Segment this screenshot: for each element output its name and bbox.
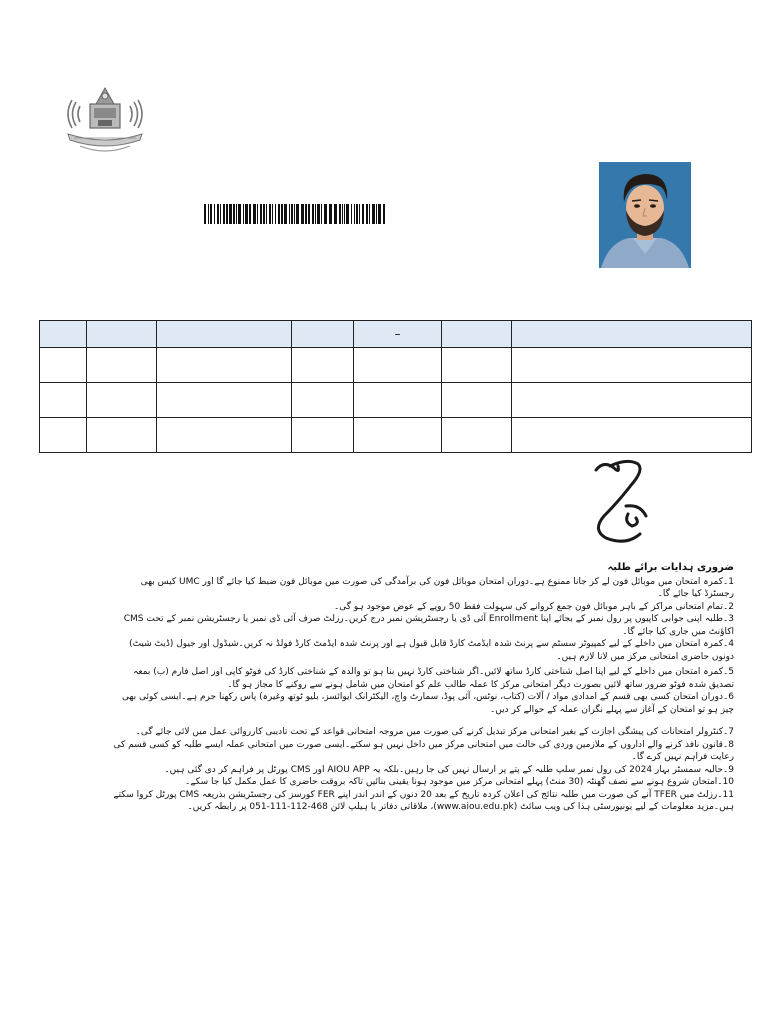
instructions-heading: ضروری ہدایات برائے طلبہ <box>607 562 734 573</box>
table-cell <box>442 418 512 453</box>
table-header-cell <box>512 321 752 348</box>
exam-schedule-table <box>39 320 752 453</box>
table-cell <box>87 348 157 383</box>
table-header-cell <box>87 321 157 348</box>
university-crest-icon <box>60 82 150 158</box>
instruction-item: 4۔کمرہ امتحان میں داخلے کے لیے کمپیوٹر سسٹم سے پرنٹ شدہ ایڈمٹ کارڈ قابل قبول ہے اور پرنٹ شدہ ایڈمٹ کارڈ فولڈ نہ کریں۔شیڈول اور جیول (ڈیٹ شیٹ) دونوں حاضری امتحانی مرکز میں لانا لازم ہیں۔ <box>129 639 734 662</box>
table-cell <box>442 348 512 383</box>
instruction-item: 2۔تمام امتحانی مراکز کے باہر موبائل فون جمع کروانے کی سہولت فقط 50 روپے کے عوض موجود ہو گی۔ <box>333 601 734 612</box>
table-cell <box>354 348 442 383</box>
student-photo <box>599 162 691 268</box>
table-header-cell <box>40 321 87 348</box>
table-row <box>40 348 752 383</box>
table-row <box>40 383 752 418</box>
university-logo <box>60 82 150 158</box>
table-cell <box>354 383 442 418</box>
instruction-item: 1۔کمرہ امتحان میں موبائل فون لے کر جانا ممنوع ہے۔دوران امتحان موبائل فون کی برآمدگی کی صورت میں موبائل فون ضبط کیا جائے گا اور UMC کیس بھی رجسٹرڈ کیا جائے گا۔ <box>140 576 734 599</box>
table-cell <box>512 418 752 453</box>
instruction-item: 11۔رزلٹ میں TFER آنے کی صورت میں طلبہ نتائج کی اعلان کردہ تاریخ کے بعد 20 دنوں کے اندر اندر اپنے FER کورسز کی رجسٹریشن بذریعہ CMS پورٹل کروا سکتے ہیں۔مزید معلومات کے لیے یونیورسٹی ہذا کی ویب سائٹ (www.aiou.edu.pk)، ملاقاتی دفاتر یا ہیلپ لائن 468-112-111-051 پر رابطہ کریں۔ <box>113 789 734 812</box>
instruction-item: 3۔طلبہ اپنی جوابی کاپیوں پر رول نمبر کے بجائے اپنا Enrollment آئی ڈی یا رجسٹریشن نمبر درج کریں۔رزلٹ صرف آئی ڈی نمبر یا رجسٹریشن نمبر کے تحت CMS اکاؤنٹ میں جاری کیا جائے گا۔ <box>123 614 734 637</box>
barcode-icon <box>204 204 388 224</box>
table-cell <box>442 383 512 418</box>
table-cell <box>87 418 157 453</box>
table-cell <box>292 383 354 418</box>
table-cell <box>157 418 292 453</box>
signature-icon <box>584 456 684 546</box>
instructions-section <box>110 562 734 814</box>
table-cell <box>292 418 354 453</box>
table-cell <box>292 348 354 383</box>
table-cell <box>40 348 87 383</box>
table-header-row <box>40 321 752 348</box>
table-header-cell <box>292 321 354 348</box>
table-cell <box>512 348 752 383</box>
table-header-cell <box>442 321 512 348</box>
table-cell <box>157 348 292 383</box>
table-header-cell: – <box>354 321 442 348</box>
table-cell <box>512 383 752 418</box>
table-cell <box>40 418 87 453</box>
table-cell <box>354 418 442 453</box>
table-row <box>40 418 752 453</box>
table-cell <box>157 383 292 418</box>
instruction-item: 10۔امتحان شروع ہونے سے نصف گھنٹہ (30 منٹ) پہلے امتحانی مرکز میں موجود ہونا یقینی بنائیں تاکہ بروقت حاضری کا عمل مکمل کیا جا سکے۔ <box>185 777 734 787</box>
table-cell <box>40 383 87 418</box>
instruction-item: 7۔کنٹرولر امتحانات کی پیشگی اجازت کے بغیر امتحانی مرکز تبدیل کرنے کی صورت میں مروجہ امتحانی قواعد کے تحت تادیبی کارروائی عمل میں لائی جائے گی۔ <box>135 727 734 737</box>
instruction-item: 5۔کمرہ امتحان میں داخلے کے لیے اپنا اصل شناختی کارڈ ساتھ لائیں۔اگر شناختی کارڈ نہیں بنا ہو تو والدہ کے شناختی کارڈ کی فوٹو کاپی اور اصل فارم (ب) بمعہ تصدیق شدہ فوٹو ضرور ساتھ لائیں بصورت دیگر امتحانی مرکز کا عملہ طالب علم کو امتحان میں شامل ہونے سے روکنے کا مجاز ہو گا۔ <box>133 667 734 690</box>
instruction-item: 8۔قانون نافذ کرنے والے اداروں کے ملازمین وردی کی حالت میں امتحانی مرکز میں داخل نہیں ہو سکتے۔ایسی صورت میں امتحانی عملہ ایسے طلبہ کو کسی قسم کی رعایت فراہم نہیں کرے گا۔ <box>113 739 734 762</box>
instruction-item: 9۔حالیہ سمسٹر بہار 2024 کی رول نمبر سلپ طلبہ کے پتے پر ارسال نہیں کی جا رہیں۔بلکہ یہ AIOU APP اور CMS پورٹل پر فراہم کر دی گئی ہیں۔ <box>164 764 734 775</box>
table-header-cell <box>157 321 292 348</box>
instruction-item: 6۔دوران امتحان کسی بھی قسم کے امدادی مواد / آلات (کتاب، نوٹس، آئی پوڈ، سمارٹ واچ، الیکٹرانک ایوائسز، بلیو ٹوتھ وغیرہ) پاس رکھنا جرم ہے۔ایسی کوئی بھی چیز ہو تو امتحان کے آغاز سے پہلے نگران عملہ کے حوالے کر دیں۔ <box>121 692 734 715</box>
table-cell <box>87 383 157 418</box>
